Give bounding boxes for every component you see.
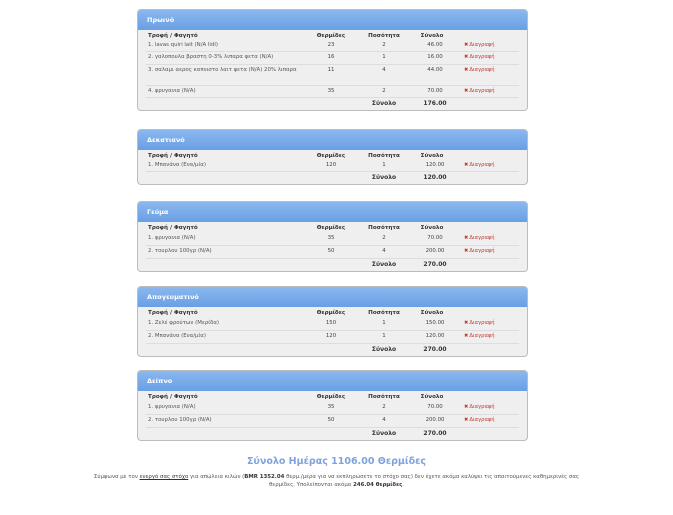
total-value: 120.00 (423, 174, 447, 181)
table-header (146, 393, 519, 402)
table-row (146, 65, 519, 86)
food-thermides: 11 (327, 67, 335, 73)
delete-icon: ✖ (464, 235, 469, 241)
table-header (146, 309, 519, 318)
meal-panel-dinner (137, 370, 528, 441)
food-sum: 150.00 (425, 320, 445, 326)
food-thermides: 120 (325, 333, 337, 339)
col-quantity: Ποσότητα (368, 225, 400, 231)
day-total: Σύνολο Ημέρας 1106.00 Θερμίδες (246, 456, 427, 467)
col-thermides: Θερμίδες (316, 225, 346, 231)
meal-title: Πρωινό (138, 10, 527, 30)
food-sum: 120.00 (425, 333, 445, 339)
table-header (146, 32, 519, 41)
col-quantity: Ποσότητα (368, 310, 400, 316)
col-sum: Σύνολο (420, 394, 444, 400)
delete-button[interactable]: ✖Διαγραφή (464, 88, 495, 94)
total-value: 270.00 (423, 430, 447, 437)
meal-panel-snack-afternoon (137, 286, 528, 357)
food-quantity: 2 (382, 88, 386, 94)
col-thermides: Θερμίδες (316, 153, 346, 159)
food-name: 2. τουρλου 100γρ (N/A) (148, 248, 212, 254)
food-thermides: 35 (327, 88, 335, 94)
bmr-value: BMR 1352.04 (244, 474, 285, 480)
food-thermides: 16 (327, 54, 335, 60)
total-value: 270.00 (423, 261, 447, 268)
food-sum: 70.00 (427, 404, 443, 410)
table-row (146, 161, 519, 172)
meal-title: Δείπνο (138, 371, 527, 391)
food-sum: 120.00 (425, 162, 445, 168)
table-row (146, 318, 519, 331)
table-row (146, 86, 519, 98)
food-quantity: 2 (382, 404, 386, 410)
table-row (146, 331, 519, 344)
delete-icon: ✖ (464, 417, 469, 423)
total-label: Σύνολο (371, 346, 397, 353)
food-name: 3. σαλαμι αερος καπνιστο λαιτ φετα (N/A) 20% λιπαρα (148, 67, 297, 73)
total-label: Σύνολο (371, 174, 397, 181)
meal-title: Δεκατιανό (138, 130, 527, 150)
table-header (146, 152, 519, 161)
meal-title: Απογευματινό (138, 287, 527, 307)
food-name: 1. Ζελέ φρούτων (Μερίδα) (148, 320, 220, 326)
food-quantity: 2 (382, 235, 386, 241)
food-sum: 70.00 (427, 88, 443, 94)
table-row (146, 41, 519, 52)
meal-total (146, 172, 519, 184)
table-row (146, 246, 519, 259)
delete-icon: ✖ (464, 404, 469, 410)
food-name: 1. φρυγανια (N/A) (148, 235, 196, 241)
food-quantity: 2 (382, 42, 386, 48)
remaining-calories: 246.04 θερμίδες (353, 482, 403, 488)
delete-button[interactable]: ✖Διαγραφή (464, 235, 495, 241)
food-thermides: 120 (325, 162, 337, 168)
food-sum: 200.00 (425, 248, 445, 254)
food-quantity: 1 (382, 162, 386, 168)
col-quantity: Ποσότητα (368, 33, 400, 39)
food-quantity: 4 (382, 67, 386, 73)
food-thermides: 50 (327, 248, 335, 254)
col-sum: Σύνολο (420, 33, 444, 39)
delete-icon: ✖ (464, 320, 469, 326)
food-sum: 200.00 (425, 417, 445, 423)
col-sum: Σύνολο (420, 225, 444, 231)
delete-icon: ✖ (464, 54, 469, 60)
food-name: 4. φρυγανια (N/A) (148, 88, 196, 94)
table-row (146, 52, 519, 65)
delete-icon: ✖ (464, 248, 469, 254)
food-thermides: 50 (327, 417, 335, 423)
delete-button[interactable]: ✖Διαγραφή (464, 333, 495, 339)
col-food: Τροφή / Φαγητό (148, 310, 198, 316)
delete-button[interactable]: ✖Διαγραφή (464, 54, 495, 60)
food-quantity: 1 (382, 54, 386, 60)
col-quantity: Ποσότητα (368, 153, 400, 159)
meal-panel-breakfast (137, 9, 528, 111)
col-sum: Σύνολο (420, 310, 444, 316)
food-name: 2. τουρλου 100γρ (N/A) (148, 417, 212, 423)
delete-button[interactable]: ✖Διαγραφή (464, 248, 495, 254)
food-quantity: 1 (382, 320, 386, 326)
col-food: Τροφή / Φαγητό (148, 394, 198, 400)
table-header (146, 224, 519, 233)
total-label: Σύνολο (371, 261, 397, 268)
delete-button[interactable]: ✖Διαγραφή (464, 42, 495, 48)
col-food: Τροφή / Φαγητό (148, 225, 198, 231)
total-value: 176.00 (423, 100, 447, 107)
meal-total (146, 428, 519, 440)
col-thermides: Θερμίδες (316, 33, 346, 39)
total-value: 270.00 (423, 346, 447, 353)
meal-title: Γεύμα (138, 202, 527, 222)
delete-button[interactable]: ✖Διαγραφή (464, 417, 495, 423)
active-goal-link[interactable]: ενεργό σας στόχο (139, 474, 189, 480)
table-row (146, 402, 519, 415)
food-quantity: 1 (382, 333, 386, 339)
col-thermides: Θερμίδες (316, 310, 346, 316)
meal-total (146, 98, 519, 110)
food-sum: 70.00 (427, 235, 443, 241)
food-thermides: 150 (325, 320, 337, 326)
col-sum: Σύνολο (420, 153, 444, 159)
food-thermides: 23 (327, 42, 335, 48)
meal-panel-lunch (137, 201, 528, 272)
food-quantity: 4 (382, 417, 386, 423)
food-thermides: 35 (327, 404, 335, 410)
food-name: 1. lavas quiri lait (N/A lidl) (148, 42, 218, 48)
table-row (146, 233, 519, 246)
table-row (146, 415, 519, 428)
delete-button[interactable]: ✖Διαγραφή (464, 320, 495, 326)
col-food: Τροφή / Φαγητό (148, 33, 198, 39)
meal-total (146, 259, 519, 271)
meal-total (146, 344, 519, 356)
delete-icon: ✖ (464, 42, 469, 48)
food-name: 1. φρυγανια (N/A) (148, 404, 196, 410)
food-name: 2. γαλοπουλα βραστη 0-3% λιπαρα φετα (N/A) (148, 54, 274, 60)
col-thermides: Θερμίδες (316, 394, 346, 400)
total-label: Σύνολο (371, 430, 397, 437)
delete-button[interactable]: ✖Διαγραφή (464, 67, 495, 73)
delete-icon: ✖ (464, 162, 469, 168)
food-sum: 16.00 (427, 54, 443, 60)
delete-icon: ✖ (464, 88, 469, 94)
delete-button[interactable]: ✖Διαγραφή (464, 404, 495, 410)
col-food: Τροφή / Φαγητό (148, 153, 198, 159)
total-label: Σύνολο (371, 100, 397, 107)
delete-icon: ✖ (464, 67, 469, 73)
food-name: 1. Μπανάνα (Ενα/μία) (148, 162, 206, 168)
food-name: 2. Μπανάνα (Ενα/μία) (148, 333, 206, 339)
goal-note: Σύμφωνα με τον ενεργό σας στόχο για απώλεια κιλών (BMR 1352.04 θερμ./μέρα για να εκπληρώσετε το στόχο σας) δεν έχετε ακόμα καλύψει τις απαιτούμενες καθημερινές σας θερμίδες. Υπολείπονται ακόμα 246.04 θερμίδες. (93, 474, 580, 488)
food-sum: 44.00 (427, 67, 443, 73)
delete-button[interactable]: ✖Διαγραφή (464, 162, 495, 168)
food-thermides: 35 (327, 235, 335, 241)
col-quantity: Ποσότητα (368, 394, 400, 400)
meal-panel-snack-morning (137, 129, 528, 185)
food-sum: 46.00 (427, 42, 443, 48)
delete-icon: ✖ (464, 333, 469, 339)
food-quantity: 4 (382, 248, 386, 254)
